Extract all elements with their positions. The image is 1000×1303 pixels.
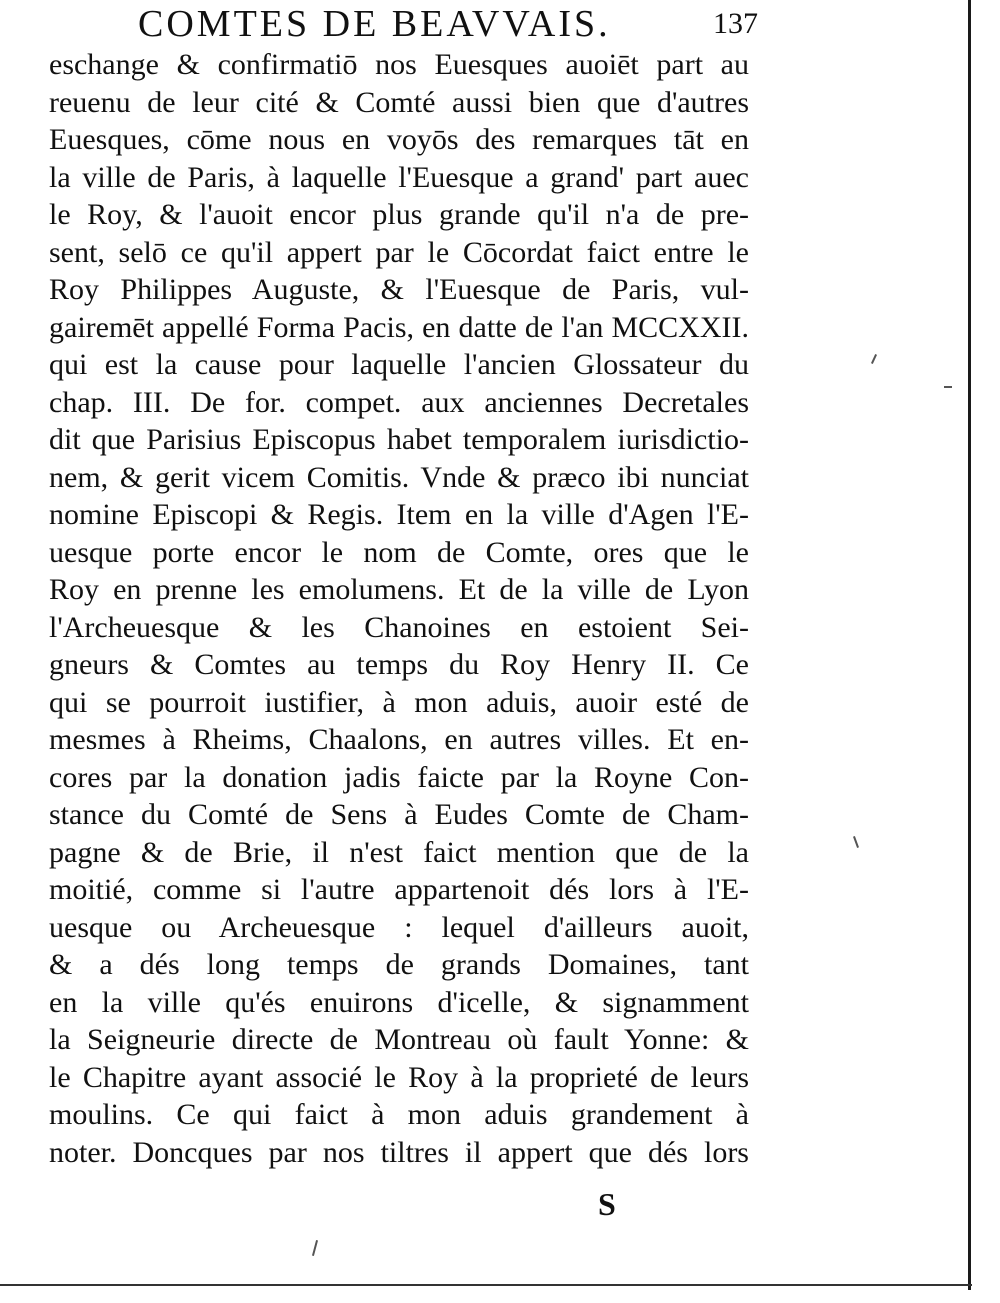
- page-right-edge: [968, 0, 971, 1290]
- text-line: nomine Episcopi & Regis. Item en la ville d'Agen l'E-: [49, 498, 749, 531]
- page-bottom-edge: [0, 1284, 972, 1286]
- text-line: en la ville qu'és enuirons d'icelle, & signamment: [49, 985, 749, 1019]
- stray-mark: [944, 386, 952, 388]
- stray-mark: [312, 1240, 318, 1256]
- text-line: qui se pourroit iustifier, à mon aduis, auoir esté de: [49, 685, 749, 719]
- text-line: gairemēt appellé Forma Pacis, en datte de l'an MCCXXII.: [49, 310, 749, 344]
- text-line: cores par la donation jadis faicte par la Royne Con-: [49, 760, 749, 794]
- text-line: Euesques, cōme nous en voyōs des remarques tāt en: [49, 123, 749, 156]
- text-line: pagne & de Brie, il n'est faict mention que de la: [49, 835, 749, 869]
- text-line: chap. III. De for. compet. aux anciennes Decretales: [49, 385, 749, 419]
- text-line: qui est la cause pour laquelle l'ancien Glossateur du: [49, 348, 749, 381]
- signature-mark: S: [598, 1186, 616, 1222]
- text-line: la ville de Paris, à laquelle l'Euesque a grand' part auec: [49, 160, 749, 194]
- text-line: Roy Philippes Auguste, & l'Euesque de Paris, vul-: [49, 273, 749, 306]
- page-header: [138, 2, 758, 46]
- text-line: sent, selō ce qu'il appert par le Cōcordat faict entre le: [49, 235, 749, 269]
- text-line: l'Archeuesque & les Chanoines en estoient Sei-: [49, 610, 749, 644]
- text-line: nem, & gerit vicem Comitis. Vnde & præco ibi nunciat: [49, 460, 749, 494]
- text-line: le Chapitre ayant associé le Roy à la proprieté de leurs: [49, 1060, 749, 1094]
- stray-mark: [853, 836, 859, 848]
- text-line: eschange & confirmatiō nos Euesques auoiēt part au: [49, 48, 749, 81]
- text-line: la Seigneurie directe de Montreau où fault Yonne: &: [49, 1023, 749, 1056]
- text-line: moitié, comme si l'autre appartenoit dés lors à l'E-: [49, 873, 749, 906]
- text-line: dit que Parisius Episcopus habet temporalem iurisdictio-: [49, 423, 749, 456]
- text-line: reuenu de leur cité & Comté aussi bien que d'autres: [49, 85, 749, 119]
- text-line: le Roy, & l'auoit encor plus grande qu'il n'a de pre-: [49, 198, 749, 231]
- text-line: mesmes à Rheims, Chaalons, en autres villes. Et en-: [49, 723, 749, 756]
- body-text: [49, 46, 749, 1171]
- text-line: noter. Doncques par nos tiltres il appert que dés lors: [49, 1135, 749, 1169]
- text-line: & a dés long temps de grands Domaines, tant: [49, 948, 749, 981]
- text-line: gneurs & Comtes au temps du Roy Henry II. Ce: [49, 648, 749, 681]
- page-number: 137: [713, 7, 758, 40]
- stray-mark: [871, 354, 877, 364]
- text-line: uesque porte encor le nom de Comte, ores que le: [49, 535, 749, 569]
- text-line: uesque ou Archeuesque : lequel d'ailleurs auoit,: [49, 910, 749, 944]
- text-line: Roy en prenne les emolumens. Et de la ville de Lyon: [49, 573, 749, 606]
- text-line: stance du Comté de Sens à Eudes Comte de Cham-: [49, 798, 749, 831]
- text-line: moulins. Ce qui faict à mon aduis grandement à: [49, 1098, 749, 1131]
- running-title: COMTES DE BEAVVAIS.: [138, 3, 611, 45]
